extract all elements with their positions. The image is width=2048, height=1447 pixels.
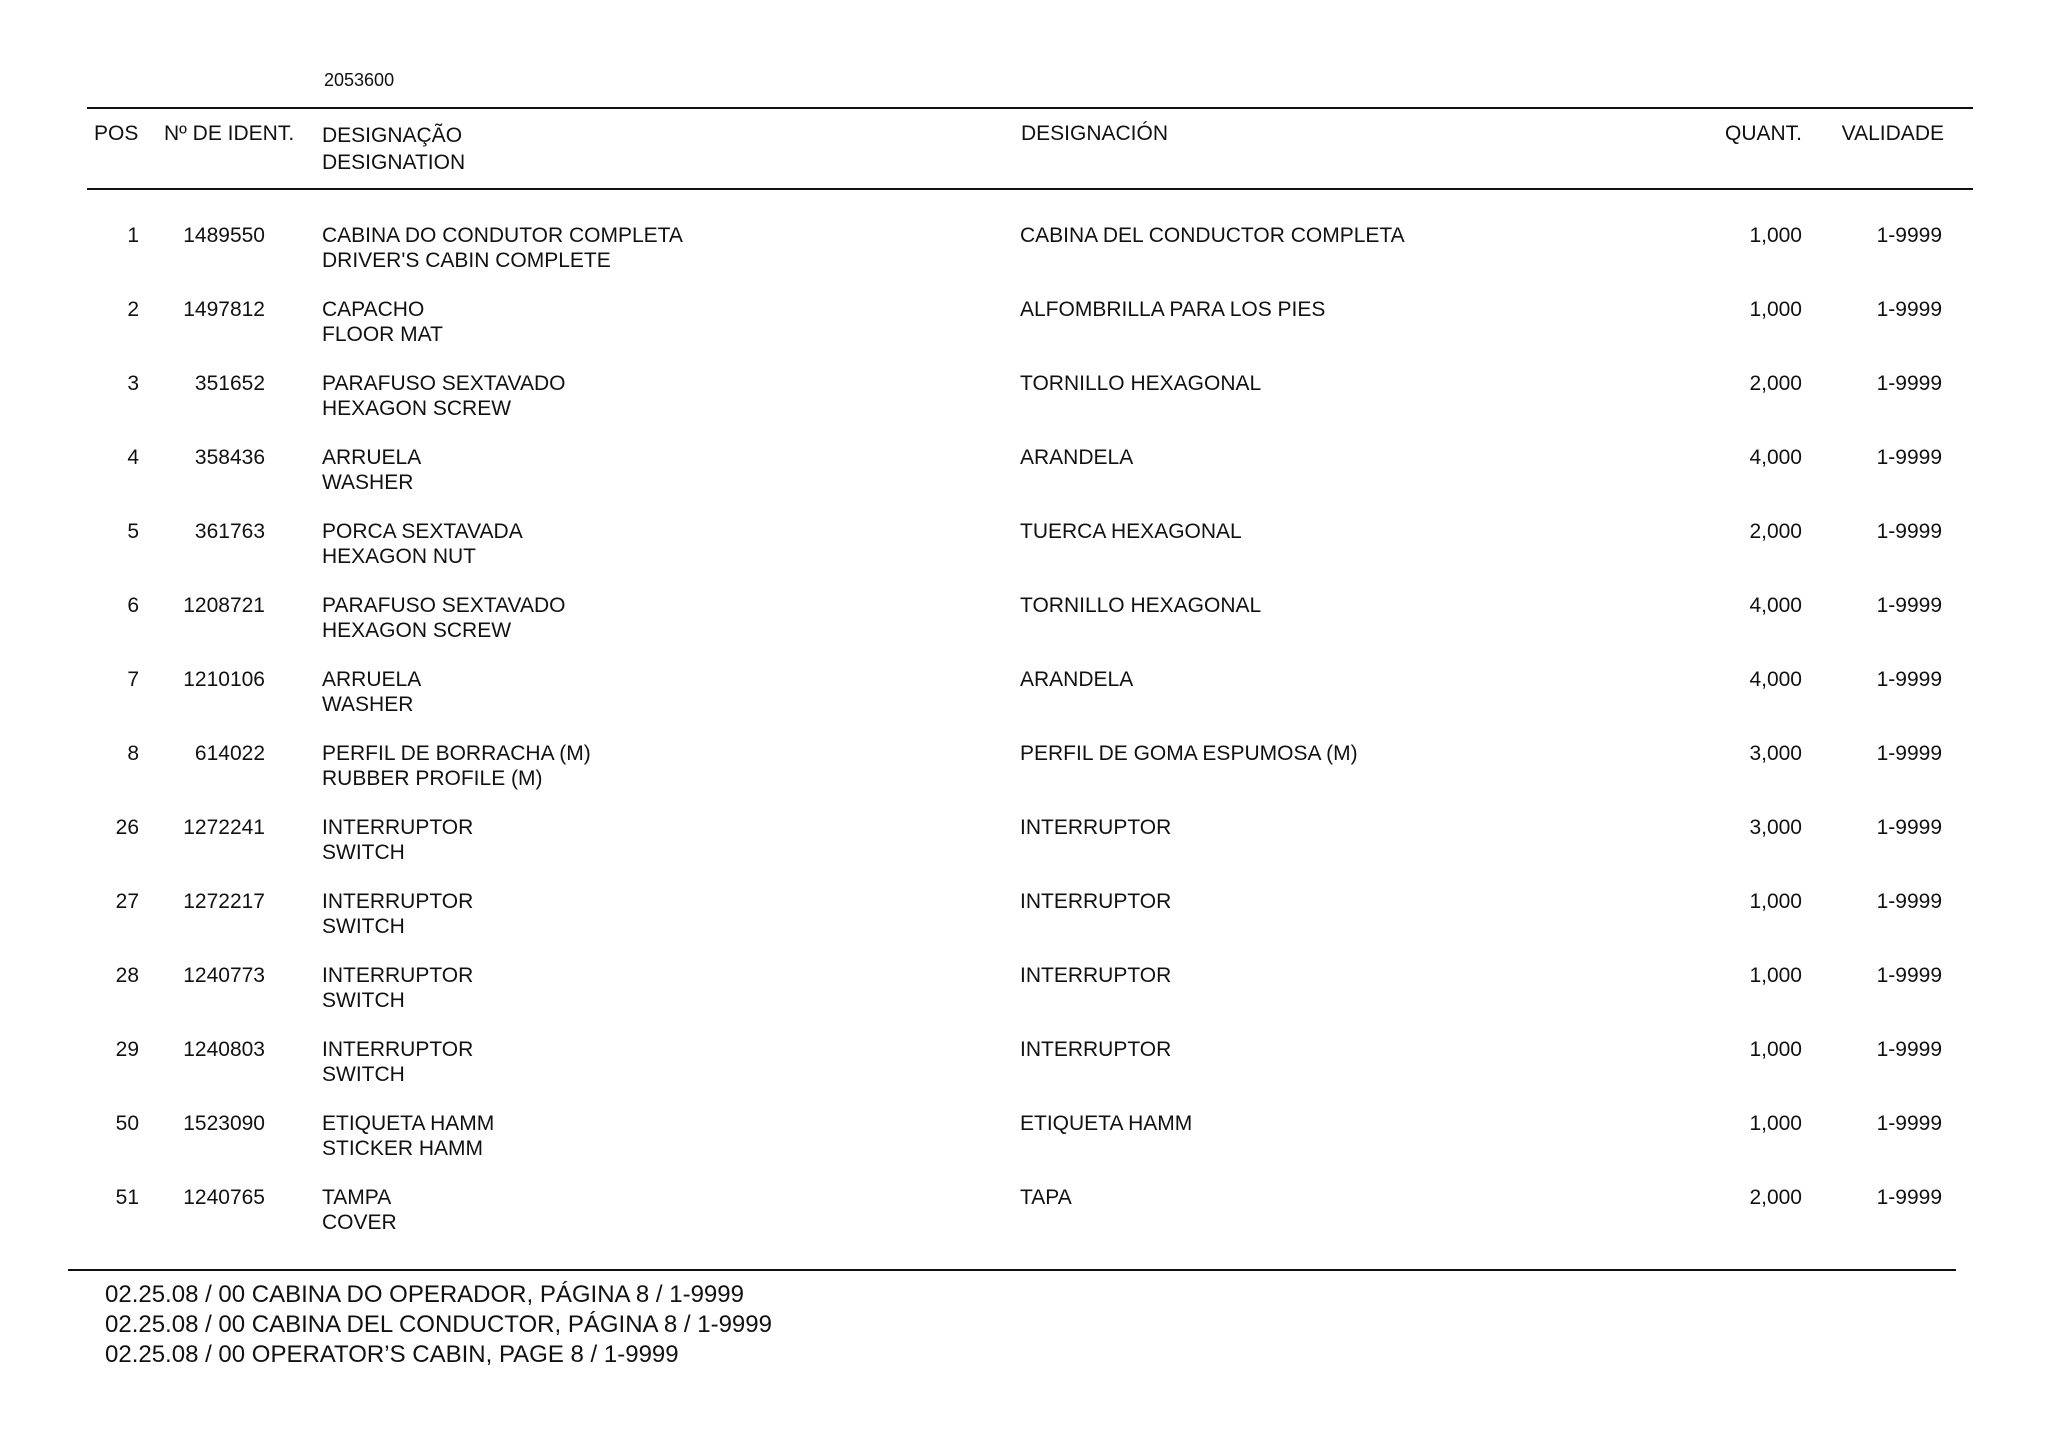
row-designation-pt: PORCA SEXTAVADA (322, 520, 523, 543)
row-validity: 1-9999 (1876, 1186, 1942, 1209)
row-quantity: 4,000 (1749, 668, 1802, 691)
row-pos: 51 (115, 1186, 139, 1209)
row-pos: 3 (127, 372, 139, 395)
row-quantity: 2,000 (1749, 520, 1802, 543)
row-designation (322, 741, 591, 791)
row-designation-es: PERFIL DE GOMA ESPUMOSA (M) (1020, 742, 1358, 765)
row-designation-en: SWITCH (322, 989, 405, 1012)
row-validity: 1-9999 (1876, 1038, 1942, 1061)
row-designation-es: TAPA (1020, 1186, 1072, 1209)
row-designation-es: INTERRUPTOR (1020, 890, 1172, 913)
row-designation-pt: PARAFUSO SEXTAVADO (322, 372, 566, 395)
table-row (0, 1111, 2048, 1185)
row-pos: 7 (127, 668, 139, 691)
row-pos: 27 (115, 890, 139, 913)
row-designation-en: RUBBER PROFILE (M) (322, 767, 543, 790)
row-validity: 1-9999 (1876, 742, 1942, 765)
row-designation-en: SWITCH (322, 841, 405, 864)
footer-line-pt: 02.25.08 / 00 CABINA DO OPERADOR, PÁGINA 8 / 1-9999 (105, 1281, 744, 1308)
row-designation-es: ARANDELA (1020, 668, 1134, 691)
row-validity: 1-9999 (1876, 520, 1942, 543)
row-designation-pt: ARRUELA (322, 668, 422, 691)
row-designation-pt: PERFIL DE BORRACHA (M) (322, 742, 591, 765)
row-designation-es: CABINA DEL CONDUCTOR COMPLETA (1020, 224, 1405, 247)
document-number: 2053600 (324, 70, 395, 90)
row-designation (322, 297, 443, 347)
row-ident-number: 361763 (194, 520, 265, 543)
row-designation-es: INTERRUPTOR (1020, 816, 1172, 839)
table-row (0, 445, 2048, 519)
row-pos: 4 (127, 446, 139, 469)
row-ident-number: 1208721 (183, 594, 265, 617)
header-ident: Nº DE IDENT. (164, 122, 295, 145)
row-quantity: 1,000 (1749, 224, 1802, 247)
page-footer (105, 1280, 772, 1370)
row-validity: 1-9999 (1876, 668, 1942, 691)
row-designation-en: SWITCH (322, 1063, 405, 1086)
header-designation-pt: DESIGNAÇÃO (322, 124, 463, 147)
row-designation-es: TORNILLO HEXAGONAL (1020, 372, 1262, 395)
row-ident-number: 1497812 (183, 298, 265, 321)
parts-table-body (0, 223, 2048, 1259)
row-validity: 1-9999 (1876, 224, 1942, 247)
row-ident-number: 1489550 (183, 224, 265, 247)
row-quantity: 1,000 (1749, 890, 1802, 913)
row-ident-number: 1272241 (183, 816, 265, 839)
row-designation (322, 371, 566, 421)
row-designation-en: COVER (322, 1211, 397, 1234)
row-quantity: 1,000 (1749, 298, 1802, 321)
header-designation-es: DESIGNACIÓN (1021, 122, 1169, 145)
row-pos: 6 (127, 594, 139, 617)
row-designation-es: TORNILLO HEXAGONAL (1020, 594, 1262, 617)
row-designation (322, 1111, 494, 1161)
row-ident-number: 358436 (194, 446, 265, 469)
row-designation-en: WASHER (322, 693, 414, 716)
row-designation-en: WASHER (322, 471, 414, 494)
row-quantity: 3,000 (1749, 742, 1802, 765)
row-ident-number: 1210106 (183, 668, 265, 691)
row-validity: 1-9999 (1876, 816, 1942, 839)
row-ident-number: 351652 (194, 372, 265, 395)
row-ident-number: 1240765 (183, 1186, 265, 1209)
row-ident-number: 614022 (194, 742, 265, 765)
row-designation-pt: INTERRUPTOR (322, 890, 474, 913)
row-quantity: 4,000 (1749, 594, 1802, 617)
row-validity: 1-9999 (1876, 1112, 1942, 1135)
table-row (0, 519, 2048, 593)
table-row (0, 667, 2048, 741)
row-designation-en: STICKER HAMM (322, 1137, 484, 1160)
row-validity: 1-9999 (1876, 298, 1942, 321)
row-validity: 1-9999 (1876, 594, 1942, 617)
header-designation (322, 122, 465, 176)
table-row (0, 963, 2048, 1037)
row-quantity: 2,000 (1749, 1186, 1802, 1209)
row-pos: 1 (127, 224, 139, 247)
row-designation (322, 1185, 397, 1235)
row-designation-pt: ARRUELA (322, 446, 422, 469)
row-ident-number: 1240803 (183, 1038, 265, 1061)
row-pos: 5 (127, 520, 139, 543)
row-designation-es: TUERCA HEXAGONAL (1020, 520, 1242, 543)
row-designation (322, 519, 523, 569)
row-designation (322, 963, 473, 1013)
row-validity: 1-9999 (1876, 446, 1942, 469)
table-row (0, 593, 2048, 667)
table-row (0, 371, 2048, 445)
row-quantity: 4,000 (1749, 446, 1802, 469)
table-row (0, 1037, 2048, 1111)
row-pos: 2 (127, 298, 139, 321)
header-designation-en: DESIGNATION (322, 151, 466, 174)
row-designation-es: INTERRUPTOR (1020, 964, 1172, 987)
row-designation-pt: ETIQUETA HAMM (322, 1112, 495, 1135)
row-quantity: 2,000 (1749, 372, 1802, 395)
row-ident-number: 1240773 (183, 964, 265, 987)
row-designation-pt: TAMPA (322, 1186, 392, 1209)
row-designation (322, 223, 683, 273)
row-quantity: 1,000 (1749, 1038, 1802, 1061)
row-validity: 1-9999 (1876, 372, 1942, 395)
row-quantity: 3,000 (1749, 816, 1802, 839)
row-quantity: 1,000 (1749, 964, 1802, 987)
row-designation (322, 815, 473, 865)
row-ident-number: 1272217 (183, 890, 265, 913)
row-pos: 29 (115, 1038, 139, 1061)
row-designation-en: DRIVER'S CABIN COMPLETE (322, 249, 611, 272)
row-designation (322, 445, 421, 495)
row-designation (322, 593, 566, 643)
footer-rule (68, 1269, 1956, 1271)
header-quantity: QUANT. (1724, 122, 1802, 145)
row-pos: 26 (115, 816, 139, 839)
header-validity: VALIDADE (1841, 122, 1944, 145)
row-pos: 8 (127, 742, 139, 765)
row-designation-pt: CAPACHO (322, 298, 425, 321)
row-designation-pt: INTERRUPTOR (322, 964, 474, 987)
row-designation-es: ALFOMBRILLA PARA LOS PIES (1020, 298, 1326, 321)
top-rule (87, 107, 1973, 109)
row-designation-en: HEXAGON SCREW (322, 619, 512, 642)
row-designation-en: HEXAGON SCREW (322, 397, 512, 420)
row-validity: 1-9999 (1876, 964, 1942, 987)
header-pos: POS (94, 122, 139, 145)
table-row (0, 815, 2048, 889)
row-validity: 1-9999 (1876, 890, 1942, 913)
row-pos: 50 (115, 1112, 139, 1135)
row-designation-pt: INTERRUPTOR (322, 1038, 474, 1061)
row-designation-es: INTERRUPTOR (1020, 1038, 1172, 1061)
table-row (0, 889, 2048, 963)
footer-line-en: 02.25.08 / 00 OPERATOR’S CABIN, PAGE 8 / 1-9999 (105, 1341, 679, 1368)
table-row (0, 297, 2048, 371)
table-row (0, 1185, 2048, 1259)
row-designation-es: ARANDELA (1020, 446, 1134, 469)
table-row (0, 741, 2048, 815)
row-designation (322, 667, 421, 717)
row-pos: 28 (115, 964, 139, 987)
row-designation (322, 889, 473, 939)
row-quantity: 1,000 (1749, 1112, 1802, 1135)
row-ident-number: 1523090 (183, 1112, 265, 1135)
table-row (0, 223, 2048, 297)
row-designation-pt: PARAFUSO SEXTAVADO (322, 594, 566, 617)
row-designation-pt: INTERRUPTOR (322, 816, 474, 839)
row-designation-es: ETIQUETA HAMM (1020, 1112, 1193, 1135)
row-designation (322, 1037, 473, 1087)
header-rule (87, 188, 1973, 190)
footer-line-es: 02.25.08 / 00 CABINA DEL CONDUCTOR, PÁGINA 8 / 1-9999 (105, 1311, 772, 1338)
row-designation-pt: CABINA DO CONDUTOR COMPLETA (322, 224, 683, 247)
row-designation-en: FLOOR MAT (322, 323, 443, 346)
row-designation-en: HEXAGON NUT (322, 545, 477, 568)
row-designation-en: SWITCH (322, 915, 405, 938)
